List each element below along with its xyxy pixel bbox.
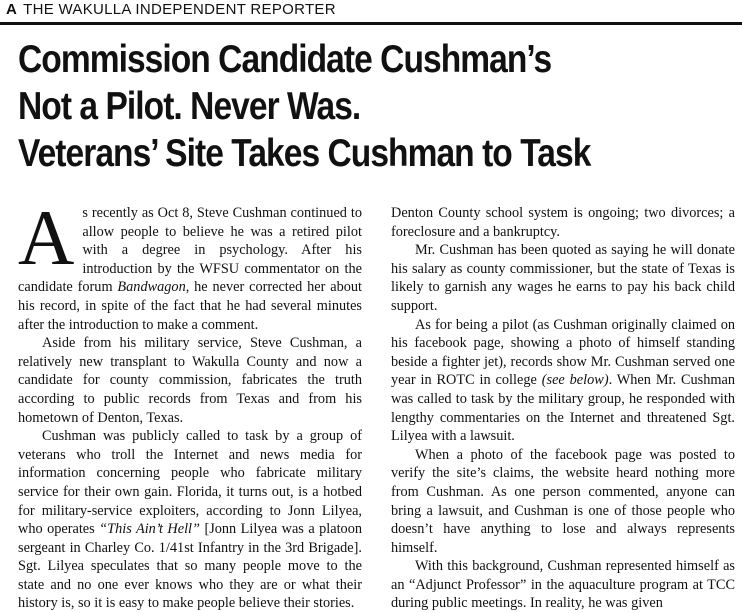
paragraph-6-text-a: As for being a pilot (as Cushman originally claimed on his facebook page, showing a photo of himself standing beside a fighter jet), records show Mr. Cushman served one year in ROTC in college [391,316,735,389]
paragraph-3-italic: “This Ain’t Hell” [99,521,200,538]
paragraph-4: Denton County school system is ongoing; two divorces; a foreclosure and a bankruptcy. [391,205,735,240]
drop-cap: A [18,194,75,281]
paragraph-6-text-b: . When Mr. Cushman was called to task by the military group, he responded with lengthy commentaries on the Internet and threatened Sgt. Lilyea with a lawsuit. [391,372,735,445]
article-column-right [391,204,735,613]
paragraph-6-italic: (see below) [541,372,609,389]
paragraph-3-text-b: [Jonn Lilyea was a platoon sergeant in Charley Co. 1/41st Infantry in the 3rd Brigade]. Sgt. Lilyea speculates that so many people move to the state and no one ever knows who they are or what their history is, so it is easy to make people believe their stories. [18,521,363,612]
paragraph-8: With this background, Cushman represented himself as an “Adjunct Professor” in the aquaculture program at TCC during public meetings. In reality, he was given [391,558,735,612]
paragraph-2: Aside from his military service, Steve Cushman, a relatively new transplant to Wakulla County and now a candidate for county commission, fabricates the truth according to public records from Texas and from his hometown of Denton, Texas. [18,335,362,426]
paragraph-5: Mr. Cushman has been quoted as saying he will donate his salary as county commissioner, but the state of Texas is likely to garnish any wages he earns to pay his back child support. [391,242,735,314]
paragraph-1-italic: Bandwagon [117,279,186,296]
headline-line-3: Veterans’ Site Takes Cushman to Task [18,132,591,175]
paragraph-3-text-a: Cushman was publicly called to task by a group of veterans who troll the Internet and news media for information concerning people who fabricate military service for their own gain. Florida, it turns out, is a hotbed for military-service exploiters, according to Jonn Lilyea, who operates [18,428,362,538]
publication-name: THE WAKULLA INDEPENDENT REPORTER [23,1,336,18]
headline-line-2: Not a Pilot. Never Was. [18,85,361,128]
headline [18,36,637,177]
paragraph-7: When a photo of the facebook page was posted to verify the site’s claims, the website heard nothing more from Cushman. As one person commented, anyone can bring a lawsuit, and Cushman is one of those people who doesn’t have anything to lose and always represents himself. [391,446,735,556]
paragraph-1-text-a: s recently as Oct 8, Steve Cushman continued to allow people to believe he was a retired pilot with a degree in psychology. After his introduction by the WFSU commentator on the candidate forum [18,205,362,296]
paragraph-1-text-b: , he never corrected her about his record, in spite of the fact that he had several minutes after the introduction to make a comment. [18,279,362,333]
paragraph-3 [18,427,362,613]
article-column-left [18,194,363,613]
paragraph-1 [18,194,362,334]
masthead [0,0,742,25]
section-letter: A [6,1,18,18]
paragraph-6 [391,316,735,446]
headline-line-1: Commission Candidate Cushman’s [18,38,552,81]
